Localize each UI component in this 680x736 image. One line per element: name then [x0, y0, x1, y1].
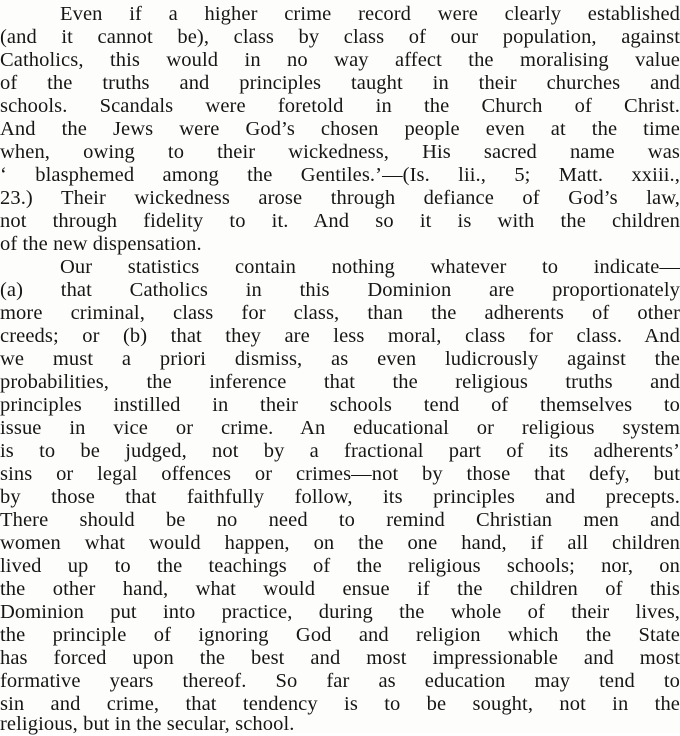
paragraph-2-line-16: Dominion put into practice, during the whole of their lives, — [0, 601, 680, 623]
paragraph-2-line-8: issue in vice or crime. An educational or religious system — [0, 417, 680, 439]
paragraph-2-line-10: sins or legal offences or crimes—not by those that defy, but — [0, 463, 680, 485]
paragraph-2-line-3: more criminal, class for class, than the adherents of other — [0, 302, 680, 324]
paragraph-1-line-10: not through fidelity to it. And so it is with the children — [0, 210, 680, 232]
paragraph-2-line-15: the other hand, what would ensue if the children of this — [0, 578, 680, 600]
paragraph-2-line-19: formative years thereof. So far as education may tend to — [0, 670, 680, 692]
paragraph-1-line-9: 23.) Their wickedness arose through defiance of God’s law, — [0, 187, 680, 209]
paragraph-2-line-4: creeds; or (b) that they are less moral, class for class. And — [0, 325, 680, 347]
paragraph-2-line-11: by those that faithfully follow, its principles and precepts. — [0, 486, 680, 508]
paragraph-1-line-3: Catholics, this would in no way affect the moralising value — [0, 49, 680, 71]
paragraph-2-line-14: lived up to the teachings of the religious schools; nor, on — [0, 555, 680, 577]
paragraph-2-line-20: sin and crime, that tendency is to be sought, not in the — [0, 693, 680, 715]
paragraph-1-line-7: when, owing to their wickedness, His sacred name was — [0, 141, 680, 163]
paragraph-1-line-1: Even if a higher crime record were clearly established — [60, 3, 680, 25]
paragraph-2-line-17: the principle of ignoring God and religion which the State — [0, 624, 680, 646]
paragraph-1-line-2: (and it cannot be), class by class of our population, against — [0, 26, 680, 48]
paragraph-1-line-11: of the new dispensation. — [0, 233, 202, 255]
paragraph-2-line-2: (a) that Catholics in this Dominion are proportionately — [0, 279, 680, 301]
paragraph-2-line-5: we must a priori dismiss, as even ludicrously against the — [0, 348, 680, 370]
paragraph-2-line-18: has forced upon the best and most impressionable and most — [0, 647, 680, 669]
paragraph-2-line-12: There should be no need to remind Christian men and — [0, 509, 680, 531]
paragraph-2-line-6: probabilities, the inference that the religious truths and — [0, 371, 680, 393]
paragraph-2-line-21: religious, but in the secular, school. — [0, 713, 295, 735]
paragraph-1-line-6: And the Jews were God’s chosen people even at the time — [0, 118, 680, 140]
paragraph-2-line-1: Our statistics contain nothing whatever to indicate— — [60, 256, 680, 278]
paragraph-1-line-4: of the truths and principles taught in their churches and — [0, 72, 680, 94]
paragraph-2-line-9: is to be judged, not by a fractional part of its adherents’ — [0, 440, 680, 462]
paragraph-1-line-8: ‘ blasphemed among the Gentiles.’—(Is. lii., 5; Matt. xxiii., — [0, 164, 680, 186]
paragraph-2-line-13: women what would happen, on the one hand, if all children — [0, 532, 680, 554]
paragraph-2-line-7: principles instilled in their schools tend of themselves to — [0, 394, 680, 416]
paragraph-1-line-5: schools. Scandals were foretold in the Church of Christ. — [0, 95, 680, 117]
